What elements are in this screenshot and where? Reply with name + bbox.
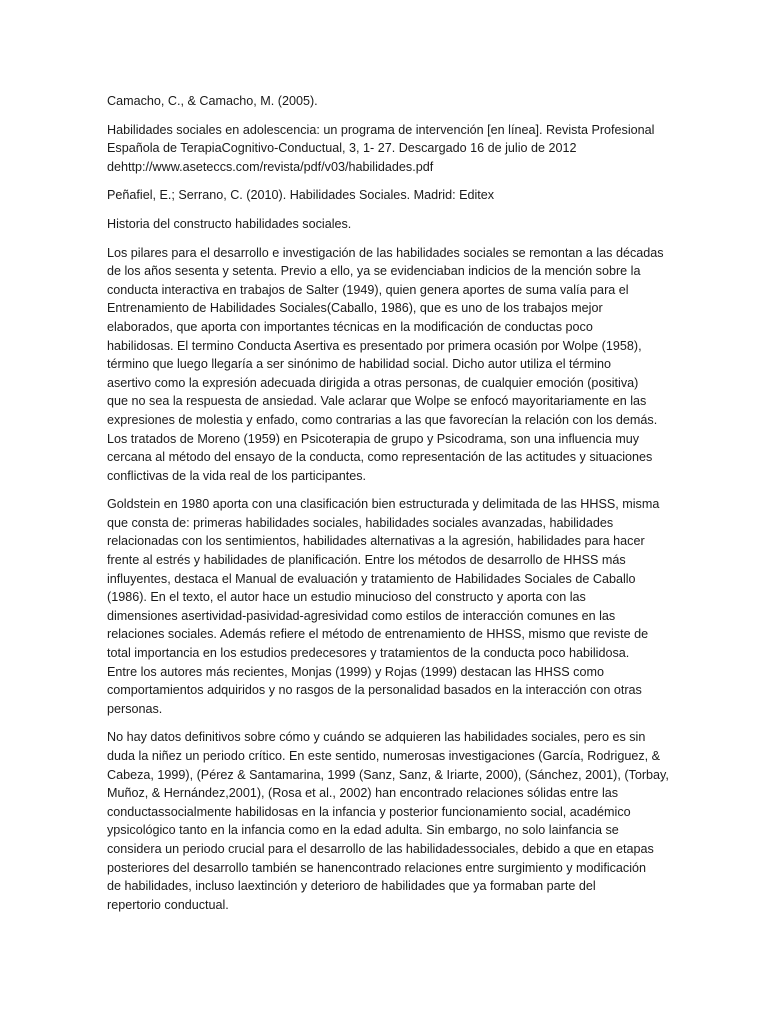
text-line: Goldstein en 1980 aporta con una clasificación bien estructurada y delimitada de las HHSS, misma (107, 497, 660, 512)
text-line: de habilidades, incluso laextinción y deterioro de habilidades que ya formaban parte del (107, 879, 596, 894)
text-line: expresiones de molestia y enfado, como contrarias a las que favorecían la relación con los demás. (107, 412, 658, 427)
text-line: conducta interactiva en trabajos de Salter (1949), quien genera aportes de suma valía para el (107, 282, 629, 297)
text-line: repertorio conductual. (107, 897, 229, 912)
reference-camacho (107, 92, 728, 111)
text-line: (1986). En el texto, el autor hace un estudio minucioso del constructo y aporta con las (107, 590, 586, 605)
text-line: conductassocialmente habilidosas en la infancia y posterior funcionamiento social, académico (107, 804, 631, 819)
text-line: personas. (107, 701, 163, 716)
reference-camacho-details (107, 121, 728, 177)
text-line: Historia del constructo habilidades sociales. (107, 216, 352, 231)
text-line: cercana al método del ensayo de la conducta, como representación de las actitudes y situaciones (107, 450, 653, 465)
text-line: habilidosas. El termino Conducta Asertiva es presentado por primera ocasión por Wolpe (1958), (107, 338, 642, 353)
text-line: considera un periodo crucial para el desarrollo de las habilidadessociales, debido a que en etapas (107, 841, 654, 856)
text-line: Peñafiel, E.; Serrano, C. (2010). Habilidades Sociales. Madrid: Editex (107, 188, 495, 203)
text-line: que no sea la respuesta de ansiedad. Vale aclarar que Wolpe se enfocó mayoritariamente en las (107, 394, 647, 409)
text-line: Cabeza, 1999), (Pérez & Santamarina, 1999 (Sanz, Sanz, & Iriarte, 2000), (Sánchez, 2001), (Torbay, (107, 767, 669, 782)
text-line: ypsicológico tanto en la infancia como en la edad adulta. Sin embargo, no solo lainfancia se (107, 823, 619, 838)
text-line: influyentes, destaca el Manual de evaluación y tratamiento de Habilidades Sociales de Caballo (107, 571, 636, 586)
section-heading (107, 215, 728, 234)
text-line: Española de TerapiaCognitivo-Conductual, 3, 1- 27. Descargado 16 de julio de 2012 (107, 141, 577, 156)
text-line: asertivo como la expresión adecuada dirigida a otras personas, de cualquier emoción (positiva) (107, 375, 639, 390)
text-line: Entre los autores más recientes, Monjas (1999) y Rojas (1999) destacan las HHSS como (107, 664, 604, 679)
text-line: Entrenamiento de Habilidades Sociales(Caballo, 1986), que es uno de los trabajos mejor (107, 301, 603, 316)
text-line: Los pilares para el desarrollo e investigación de las habilidades sociales se remontan a las décadas (107, 245, 664, 260)
text-line: relaciones sociales. Además refiere el método de entrenamiento de HHSS, mismo que reviste de (107, 627, 649, 642)
text-line: Muñoz, & Hernández,2001), (Rosa et al., 2002) han encontrado relaciones sólidas entre las (107, 786, 619, 801)
text-line: frente al estrés y habilidades de planificación. Entre los métodos de desarrollo de HHSS más (107, 553, 626, 568)
text-line: No hay datos definitivos sobre cómo y cuándo se adquieren las habilidades sociales, pero es sin (107, 730, 646, 745)
text-line: Habilidades sociales en adolescencia: un programa de intervención [en línea]. Revista Profesional (107, 122, 655, 137)
text-line: duda la niñez un periodo crítico. En este sentido, numerosas investigaciones (García, Rodriguez, & (107, 749, 661, 763)
text-line: conflictivas de la vida real de los participantes. (107, 468, 367, 483)
text-line: elaborados, que aporta con importantes técnicas en la modificación de conductas poco (107, 319, 593, 334)
text-line: total importancia en los estudios predecesores y tratamientos de la conducta poco habilidosa. (107, 646, 630, 661)
text-line: dehttp://www.aseteccs.com/revista/pdf/v03/habilidades.pdf (107, 159, 434, 174)
text-line: que consta de: primeras habilidades sociales, habilidades sociales avanzadas, habilidades (107, 515, 614, 530)
paragraph-pilares (107, 244, 728, 486)
text-line: relacionadas con los sentimientos, habilidades alternativas a la agresión, habilidades para hacer (107, 534, 645, 549)
reference-penafiel (107, 186, 728, 205)
text-line: dimensiones asertividad-pasividad-agresividad como estilos de interacción comunes en las (107, 608, 616, 623)
text-line: término que luego llegaría a ser sinónimo de habilidad social. Dicho autor utiliza el término (107, 357, 612, 372)
text-line: comportamientos adquiridos y no rasgos de la personalidad basados en la interacción con otras (107, 683, 642, 698)
text-line: de los años sesenta y setenta. Previo a ello, ya se evidenciaban indicios de la mención sobre la (107, 264, 641, 279)
text-line: Los tratados de Moreno (1959) en Psicoterapia de grupo y Psicodrama, son una influencia muy (107, 431, 640, 446)
text-line: Camacho, C., & Camacho, M. (2005). (107, 94, 318, 108)
paragraph-goldstein (107, 495, 728, 718)
text-line: posteriores del desarrollo también se hanencontrado relaciones entre surgimiento y modificación (107, 860, 647, 875)
paragraph-datos (107, 728, 728, 914)
